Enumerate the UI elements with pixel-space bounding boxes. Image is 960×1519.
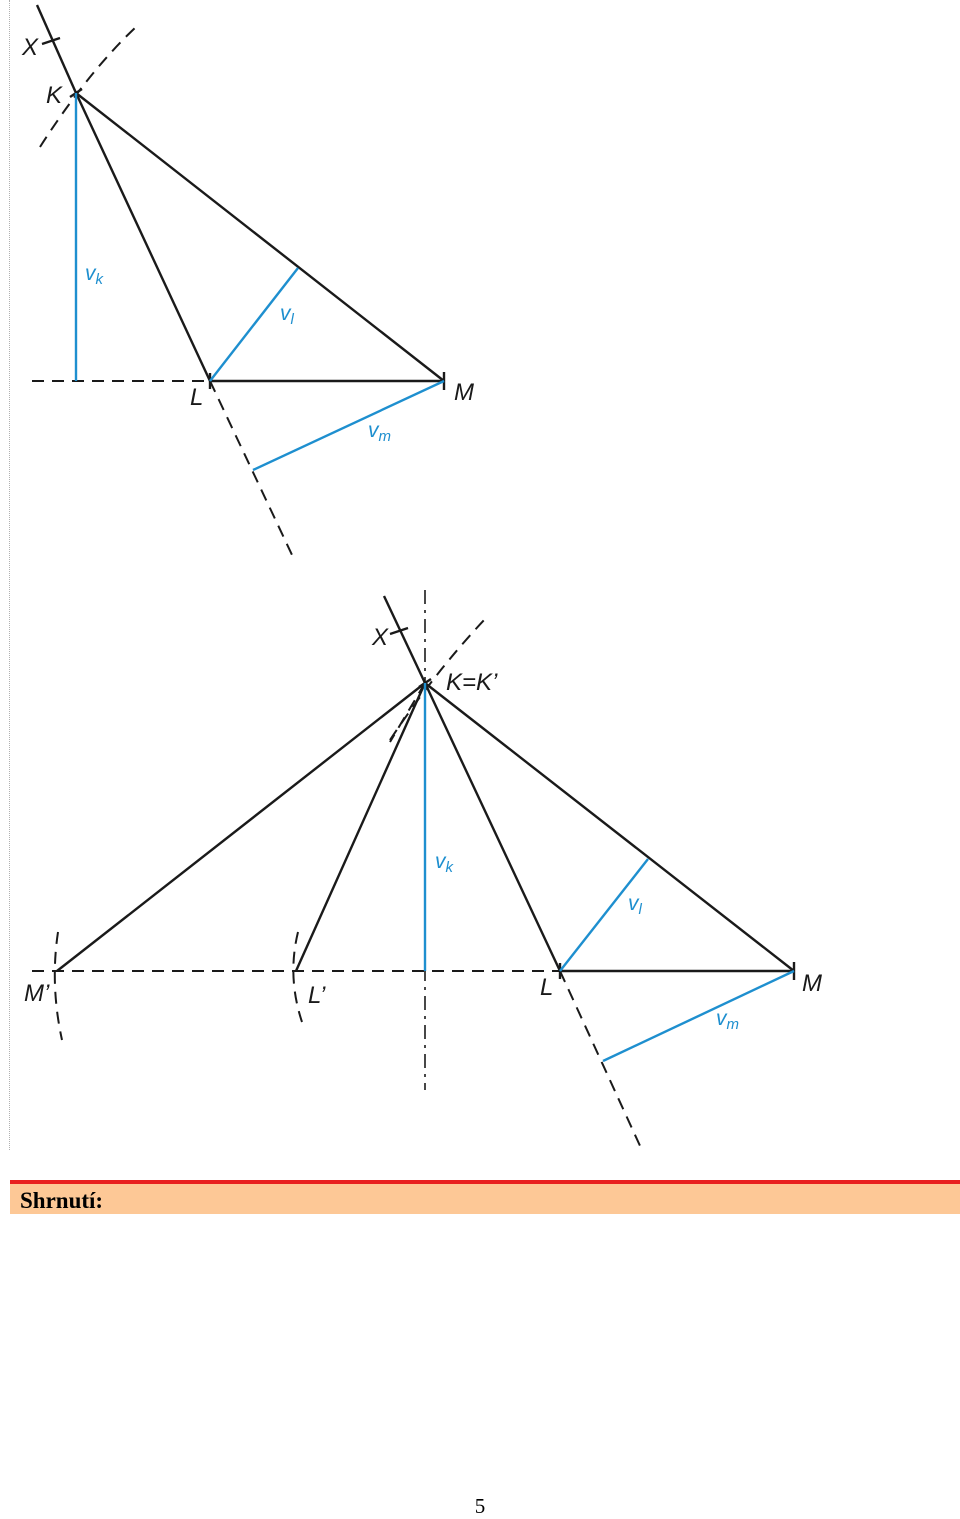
summary-bar (10, 1180, 960, 1214)
top-label-x: X (22, 34, 39, 61)
top-height-vm (253, 381, 444, 470)
top-label-vk: vk (85, 262, 103, 288)
top-label-m: M (454, 379, 474, 406)
top-kl-extension (210, 381, 293, 557)
bottom-height-vm (603, 971, 794, 1061)
bottom-label-vl: vl (628, 892, 642, 918)
bottom-height-vl (560, 859, 648, 971)
figure-top (21, 5, 474, 557)
bottom-arc-m-prime (55, 932, 62, 1040)
bottom-side-km (425, 683, 794, 971)
bottom-label-l: L (540, 974, 554, 1001)
top-label-vl: vl (280, 302, 294, 328)
bottom-kl-extension (560, 971, 641, 1148)
bottom-side-kl (425, 683, 560, 971)
page-number: 5 (474, 1494, 486, 1518)
top-label-vm: vm (368, 419, 391, 445)
bottom-side-kl-prime (296, 683, 425, 971)
bottom-arc-l-prime (293, 932, 302, 1022)
top-side-km (76, 93, 444, 381)
bottom-label-m: M (802, 970, 822, 997)
figure-bottom (24, 590, 822, 1148)
bottom-side-km-prime (57, 683, 425, 971)
top-label-l: L (190, 384, 204, 411)
top-label-k: K (46, 82, 63, 109)
bottom-label-vm: vm (716, 1007, 739, 1033)
summary-title: Shrnutí: (20, 1188, 104, 1213)
bottom-label-l-prime: L’ (308, 982, 326, 1009)
bottom-ray-kx (384, 596, 425, 683)
bottom-label-kk: K=K’ (446, 669, 498, 696)
top-ray-kx (37, 5, 76, 93)
bottom-label-x: X (372, 624, 389, 651)
bottom-label-vk: vk (435, 850, 453, 876)
bottom-label-m-prime: M’ (24, 980, 50, 1007)
top-side-kl (76, 93, 210, 381)
